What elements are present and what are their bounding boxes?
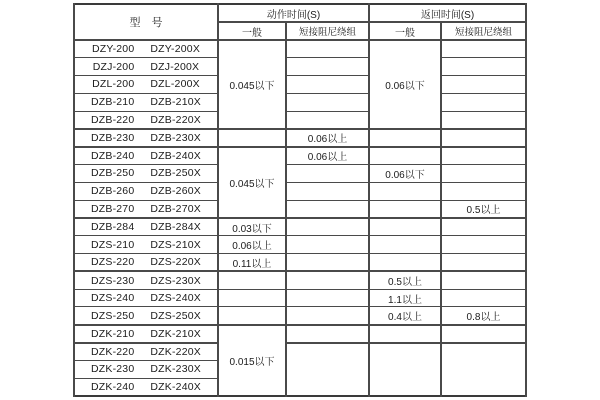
action-damping-cell xyxy=(286,254,369,272)
return-general-cell: 0.06以下 xyxy=(369,40,441,129)
model-name: DZK-240 xyxy=(90,380,135,393)
header-action-time: 动作时间(S) xyxy=(218,4,369,22)
model-name: DZY-200 xyxy=(91,43,135,56)
action-damping-cell xyxy=(286,200,369,218)
model-name: DZB-240 xyxy=(90,149,135,162)
return-damping-cell xyxy=(441,325,526,343)
model-name: DZB-220 xyxy=(90,113,135,126)
model-name-x: DZS-220X xyxy=(150,256,202,269)
return-damping-cell xyxy=(441,236,526,254)
model-name-x: DZS-210X xyxy=(150,238,202,251)
model-name: DZB-250 xyxy=(90,167,135,180)
relay-spec-table xyxy=(73,3,527,397)
table-row xyxy=(74,343,526,361)
model-cell xyxy=(74,200,218,218)
model-name-x: DZB-250X xyxy=(150,167,202,180)
header-row-1 xyxy=(74,4,526,22)
table-row xyxy=(74,218,526,236)
model-cell xyxy=(74,40,218,58)
return-general-cell xyxy=(369,218,441,236)
return-general-cell xyxy=(369,325,441,343)
model-name: DZB-284 xyxy=(90,221,135,234)
model-name-x: DZJ-200X xyxy=(150,60,200,73)
model-cell xyxy=(74,289,218,307)
header-return-damping: 短接阻尼绕组 xyxy=(441,22,526,40)
action-damping-cell: 0.06以上 xyxy=(286,129,369,147)
action-damping-cell xyxy=(286,165,369,183)
action-general-cell xyxy=(218,271,286,289)
model-name: DZB-210 xyxy=(90,96,135,109)
model-name: DZB-270 xyxy=(90,202,135,215)
return-damping-cell xyxy=(441,76,526,94)
return-general-cell: 0.5以上 xyxy=(369,271,441,289)
model-cell xyxy=(74,218,218,236)
return-damping-cell: 0.5以上 xyxy=(441,200,526,218)
return-damping-cell xyxy=(441,289,526,307)
action-general-cell: 0.045以下 xyxy=(218,40,286,129)
action-damping-cell xyxy=(286,40,369,58)
header-action-general: 一般 xyxy=(218,22,286,40)
return-damping-cell xyxy=(441,182,526,200)
return-damping-cell xyxy=(441,271,526,289)
header-return-time: 返回时间(S) xyxy=(369,4,526,22)
table-row xyxy=(74,111,526,129)
action-general-cell: 0.06以上 xyxy=(218,236,286,254)
return-damping-cell xyxy=(441,93,526,111)
header-model: 型 号 xyxy=(74,4,218,40)
table-row xyxy=(74,254,526,272)
action-damping-cell xyxy=(286,76,369,94)
model-cell xyxy=(74,254,218,272)
return-damping-cell xyxy=(441,165,526,183)
model-name: DZK-230 xyxy=(90,363,135,376)
action-damping-cell xyxy=(286,325,369,343)
action-damping-cell xyxy=(286,307,369,325)
action-general-cell: 0.045以下 xyxy=(218,147,286,218)
action-general-cell: 0.015以下 xyxy=(218,325,286,396)
return-general-cell: 0.4以上 xyxy=(369,307,441,325)
model-cell xyxy=(74,165,218,183)
model-name-x: DZY-200X xyxy=(150,43,201,56)
model-name: DZL-200 xyxy=(92,78,135,91)
model-cell xyxy=(74,111,218,129)
table-row xyxy=(74,129,526,147)
model-name-x: DZS-250X xyxy=(150,309,202,322)
table-row xyxy=(74,307,526,325)
model-name-x: DZB-210X xyxy=(150,96,202,109)
model-name-x: DZB-260X xyxy=(150,185,202,198)
return-damping-cell xyxy=(441,58,526,76)
return-damping-cell xyxy=(441,111,526,129)
model-name: DZS-240 xyxy=(90,292,135,305)
return-general-cell xyxy=(369,182,441,200)
model-name-x: DZS-240X xyxy=(150,292,202,305)
return-general-cell xyxy=(369,129,441,147)
return-damping-cell xyxy=(441,147,526,165)
model-cell xyxy=(74,93,218,111)
model-cell xyxy=(74,307,218,325)
model-name-x: DZB-230X xyxy=(150,131,202,144)
header-action-damping: 短接阻尼绕组 xyxy=(286,22,369,40)
model-name: DZB-260 xyxy=(90,185,135,198)
table-row xyxy=(74,271,526,289)
action-damping-cell: 0.06以上 xyxy=(286,147,369,165)
model-cell xyxy=(74,325,218,343)
action-damping-cell xyxy=(286,111,369,129)
model-name-x: DZK-240X xyxy=(150,380,202,393)
table-body xyxy=(74,40,526,396)
model-cell xyxy=(74,236,218,254)
model-name: DZS-230 xyxy=(90,274,135,287)
model-name: DZB-230 xyxy=(90,131,135,144)
model-name: DZS-250 xyxy=(90,309,135,322)
model-name: DZS-210 xyxy=(90,238,135,251)
return-damping-cell xyxy=(441,40,526,58)
return-general-cell: 0.06以下 xyxy=(369,165,441,183)
table-row xyxy=(74,325,526,343)
model-cell xyxy=(74,360,218,378)
table-row xyxy=(74,289,526,307)
action-damping-cell xyxy=(286,58,369,76)
action-general-cell xyxy=(218,307,286,325)
model-name-x: DZB-240X xyxy=(150,149,202,162)
model-cell xyxy=(74,182,218,200)
action-damping-cell xyxy=(286,218,369,236)
action-general-cell: 0.03以下 xyxy=(218,218,286,236)
table-row xyxy=(74,76,526,94)
model-cell xyxy=(74,76,218,94)
table-header xyxy=(74,4,526,40)
model-name-x: DZL-200X xyxy=(150,78,200,91)
model-name: DZK-220 xyxy=(90,345,135,358)
model-name: DZJ-200 xyxy=(92,60,135,73)
model-cell xyxy=(74,129,218,147)
model-name-x: DZK-210X xyxy=(150,327,202,340)
table-row xyxy=(74,147,526,165)
model-cell xyxy=(74,271,218,289)
header-return-general: 一般 xyxy=(369,22,441,40)
return-damping-cell: 0.8以上 xyxy=(441,307,526,325)
action-general-cell xyxy=(218,129,286,147)
return-damping-cell xyxy=(441,129,526,147)
model-name: DZS-220 xyxy=(90,256,135,269)
model-name: DZK-210 xyxy=(90,327,135,340)
return-general-cell xyxy=(369,236,441,254)
action-damping-cell xyxy=(286,182,369,200)
return-damping-cell xyxy=(441,218,526,236)
table-row xyxy=(74,165,526,183)
model-name-x: DZB-270X xyxy=(150,202,202,215)
table-row xyxy=(74,93,526,111)
model-name-x: DZS-230X xyxy=(150,274,202,287)
model-name-x: DZK-220X xyxy=(150,345,202,358)
model-cell xyxy=(74,147,218,165)
action-damping-cell xyxy=(286,271,369,289)
return-general-cell xyxy=(369,343,441,396)
table-row xyxy=(74,58,526,76)
return-general-cell xyxy=(369,147,441,165)
table-row xyxy=(74,200,526,218)
return-damping-cell xyxy=(441,343,526,396)
model-cell xyxy=(74,378,218,396)
table-row xyxy=(74,182,526,200)
model-cell xyxy=(74,343,218,361)
action-damping-cell xyxy=(286,93,369,111)
model-name-x: DZK-230X xyxy=(150,363,202,376)
return-general-cell: 1.1以上 xyxy=(369,289,441,307)
table-row xyxy=(74,236,526,254)
model-cell xyxy=(74,58,218,76)
return-general-cell xyxy=(369,254,441,272)
return-damping-cell xyxy=(441,254,526,272)
return-general-cell xyxy=(369,200,441,218)
action-general-cell xyxy=(218,289,286,307)
action-general-cell: 0.11以上 xyxy=(218,254,286,272)
table-row xyxy=(74,40,526,58)
model-name-x: DZB-220X xyxy=(150,113,202,126)
action-damping-cell xyxy=(286,343,369,396)
model-name-x: DZB-284X xyxy=(150,221,202,234)
action-damping-cell xyxy=(286,289,369,307)
action-damping-cell xyxy=(286,236,369,254)
